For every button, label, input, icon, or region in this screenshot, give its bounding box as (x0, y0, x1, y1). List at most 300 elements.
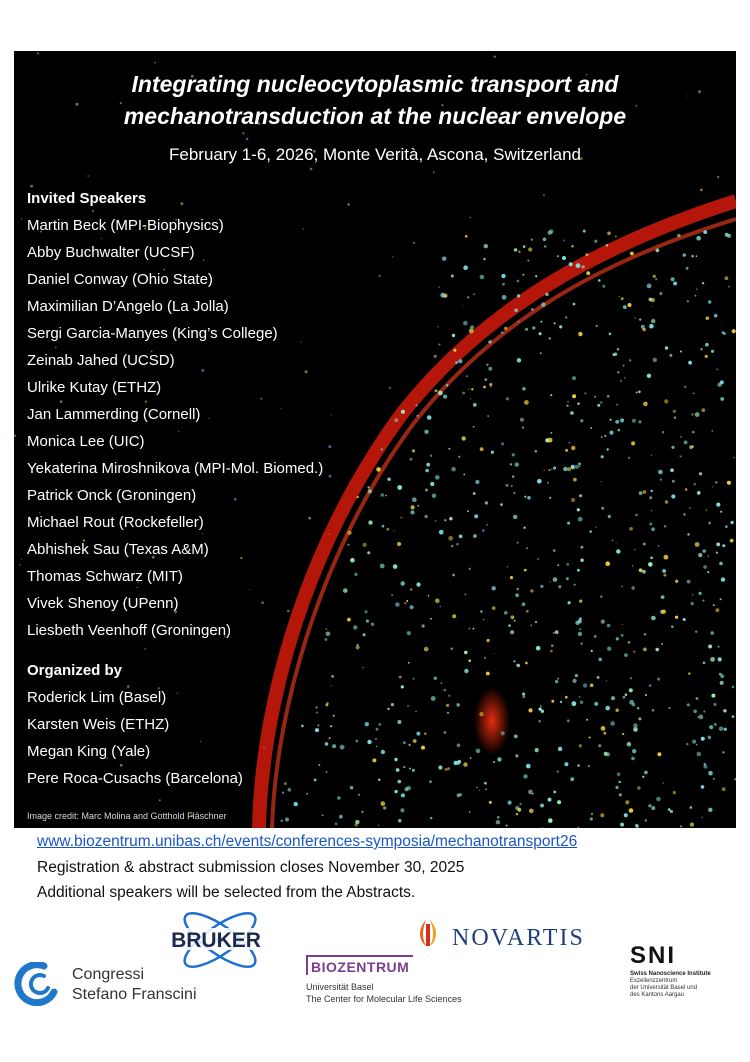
pore-dot (572, 376, 576, 380)
background-speck (470, 398, 471, 399)
pore-dot (512, 475, 515, 478)
pore-dot (355, 740, 358, 743)
pore-dot (485, 501, 488, 504)
pore-dot (529, 809, 534, 814)
pore-dot (553, 791, 556, 794)
pore-dot (578, 332, 582, 336)
invited-speakers (27, 185, 323, 644)
background-speck (468, 388, 469, 389)
pore-dot (616, 549, 620, 553)
pore-dot (610, 721, 615, 726)
pore-dot (365, 722, 369, 726)
pore-dot (528, 708, 532, 712)
background-speck (87, 175, 89, 177)
pore-dot (708, 736, 712, 740)
background-speck (443, 689, 446, 692)
pore-dot (628, 303, 632, 307)
background-speck (616, 404, 618, 406)
pore-dot (687, 703, 690, 706)
pore-dot (496, 820, 500, 824)
background-speck (21, 218, 22, 219)
pore-dot (713, 778, 715, 780)
background-speck (329, 475, 332, 478)
pore-dot (362, 667, 364, 669)
pore-dot (387, 477, 390, 480)
pore-dot (458, 359, 462, 363)
speaker-item: Ulrike Kutay (ETHZ) (27, 379, 162, 396)
background-speck (246, 138, 248, 140)
pore-dot (537, 558, 539, 560)
pore-dot (579, 494, 582, 497)
background-speck (522, 426, 524, 428)
pore-dot (615, 420, 619, 424)
pore-dot (288, 788, 292, 792)
pore-dot (649, 523, 652, 526)
pore-dot (484, 782, 487, 785)
pore-dot (649, 324, 654, 329)
pore-dot (367, 740, 371, 744)
pore-dot (513, 492, 515, 494)
pore-dot (515, 462, 519, 466)
pore-dot (719, 673, 722, 676)
pore-dot (486, 364, 488, 366)
pore-dot (489, 340, 492, 343)
pore-dot (467, 296, 469, 298)
background-speck (550, 650, 553, 653)
pore-dot (560, 701, 562, 703)
pore-dot (518, 251, 520, 253)
background-speck (517, 280, 520, 283)
background-speck (19, 564, 21, 566)
pore-dot (514, 248, 517, 251)
pore-dot (573, 303, 576, 306)
pore-dot (658, 470, 663, 475)
pore-dot (604, 752, 608, 756)
pore-dot (600, 596, 602, 598)
pore-dot (528, 247, 532, 251)
pore-dot (480, 275, 485, 280)
pore-dot (559, 325, 562, 328)
pore-dot (575, 621, 579, 625)
pore-dot (520, 418, 524, 422)
pore-dot (485, 788, 487, 790)
pore-dot (692, 740, 696, 744)
pore-dot (381, 750, 385, 754)
pore-dot (677, 234, 681, 238)
pore-dot (622, 733, 624, 735)
pore-dot (459, 535, 463, 539)
pore-dot (696, 255, 698, 257)
pore-dot (368, 489, 372, 493)
image-credit: Image credit: Marc Molina and Gotthold Fläschner (27, 811, 227, 821)
pore-dot (657, 678, 660, 681)
pore-dot (716, 608, 720, 612)
pore-dot (651, 806, 655, 810)
pore-dot (588, 765, 590, 767)
pore-dot (570, 411, 574, 415)
background-speck (544, 470, 545, 471)
pore-dot (438, 765, 442, 769)
pore-dot (699, 592, 702, 595)
background-speck (701, 817, 703, 819)
pore-dot (707, 571, 709, 573)
pore-dot (628, 457, 630, 459)
pore-dot (708, 300, 711, 303)
pore-dot (497, 816, 500, 819)
background-speck (700, 189, 703, 192)
pore-dot (727, 234, 731, 238)
pore-dot (464, 669, 468, 673)
background-speck (694, 483, 696, 485)
pore-dot (713, 658, 715, 660)
pore-dot (689, 507, 691, 509)
pore-dot (540, 705, 542, 707)
pore-dot (403, 741, 406, 744)
pore-dot (680, 351, 682, 353)
pore-dot (326, 771, 328, 773)
pore-dot (547, 482, 549, 484)
pore-dot (335, 822, 338, 825)
pore-dot (379, 723, 382, 726)
pore-dot (580, 559, 583, 562)
pore-dot (718, 646, 720, 648)
background-speck (557, 678, 559, 680)
pore-dot (611, 696, 615, 700)
pore-dot (651, 510, 653, 512)
pore-dot (314, 779, 317, 782)
pore-dot (671, 446, 674, 449)
background-speck (706, 509, 708, 511)
background-speck (548, 469, 550, 471)
background-speck (660, 478, 662, 480)
pore-dot (523, 527, 525, 529)
pore-dot (544, 245, 547, 248)
pore-dot (579, 600, 582, 603)
pore-dot (621, 634, 624, 637)
pore-dot (435, 475, 440, 480)
pore-dot (537, 479, 542, 484)
pore-dot (674, 416, 676, 418)
background-speck (633, 651, 635, 653)
pore-dot (451, 648, 453, 650)
background-speck (522, 695, 525, 698)
pore-dot (523, 774, 527, 778)
pore-dot (728, 286, 730, 288)
pore-dot (540, 321, 542, 323)
background-speck (389, 387, 391, 389)
pore-dot (282, 792, 284, 794)
pore-dot (401, 410, 405, 414)
pore-dot (631, 441, 635, 445)
pore-dot (554, 322, 556, 324)
event-url-link[interactable]: www.biozentrum.unibas.ch/events/conferences-symposia/mechanotransport26 (37, 833, 578, 850)
background-speck (734, 778, 736, 781)
pore-dot (686, 743, 688, 745)
background-speck (392, 256, 393, 257)
speaker-item: Martin Beck (MPI-Biophysics) (27, 217, 224, 234)
pore-dot (601, 455, 604, 458)
pore-dot (432, 494, 437, 499)
pore-dot (391, 594, 393, 596)
pore-dot (597, 676, 600, 679)
background-speck (649, 684, 652, 687)
pore-dot (718, 657, 722, 661)
pore-dot (564, 762, 568, 766)
pore-dot (557, 771, 559, 773)
red-blob (474, 687, 510, 755)
pore-dot (513, 660, 515, 662)
pore-dot (406, 600, 408, 602)
pore-dot (680, 436, 682, 438)
pore-dot (586, 271, 590, 275)
pore-dot (669, 354, 672, 357)
pore-dot (332, 744, 336, 748)
background-speck (440, 606, 442, 608)
pore-dot (644, 771, 648, 775)
pore-dot (579, 465, 581, 467)
pore-dot (464, 651, 468, 655)
pore-dot (617, 371, 619, 373)
pore-dot (456, 543, 458, 545)
pore-dot (617, 773, 620, 776)
pore-dot (396, 768, 400, 772)
background-speck (479, 790, 480, 791)
pore-dot (668, 808, 671, 811)
pore-dot (569, 442, 571, 444)
pore-dot (647, 284, 652, 289)
pore-dot (574, 584, 576, 586)
pore-dot (612, 540, 614, 542)
pore-dot (656, 797, 661, 802)
pore-dot (711, 350, 714, 353)
pore-dot (633, 727, 638, 732)
organizer-item: Karsten Weis (ETHZ) (27, 716, 170, 733)
pore-dot (724, 728, 727, 731)
pore-dot (524, 496, 526, 498)
pore-dot (684, 386, 686, 388)
pore-dot (695, 295, 697, 297)
pore-dot (421, 746, 425, 750)
pore-dot (480, 447, 484, 451)
pore-dot (469, 329, 474, 334)
pore-dot (714, 703, 717, 706)
pore-dot (695, 412, 700, 417)
pore-dot (394, 758, 397, 761)
pore-dot (545, 293, 548, 296)
pore-dot (708, 645, 712, 649)
background-speck (668, 707, 670, 709)
pore-dot (515, 806, 519, 810)
pore-dot (400, 808, 404, 812)
pore-dot (376, 728, 379, 731)
pore-dot (417, 415, 419, 417)
pore-dot (524, 569, 527, 572)
pore-dot (463, 265, 468, 270)
bruker-wordmark: BRUKER (171, 929, 261, 952)
pore-dot (730, 539, 734, 543)
pore-dot (522, 387, 526, 391)
pore-dot (722, 751, 724, 753)
pore-dot (602, 285, 605, 288)
pore-dot (466, 375, 468, 377)
congressi-name: Congressi Stefano Franscini (72, 966, 197, 1003)
background-speck (242, 132, 244, 134)
pore-dot (428, 595, 430, 597)
pore-dot (578, 827, 580, 828)
background-speck (712, 486, 713, 487)
pore-dot (642, 570, 646, 574)
pore-dot (326, 632, 331, 637)
pore-dot (665, 500, 669, 504)
pore-dot (347, 544, 349, 546)
pore-dot (410, 510, 414, 514)
pore-dot (639, 491, 643, 495)
pore-dot (703, 710, 705, 712)
pore-dot (725, 525, 728, 528)
pore-dot (680, 455, 682, 457)
pore-dot (431, 696, 436, 701)
pore-dot (653, 358, 657, 362)
pore-dot (655, 648, 659, 652)
pore-dot (579, 617, 582, 620)
pore-dot (638, 717, 641, 720)
pore-dot (687, 300, 689, 302)
pore-dot (567, 467, 571, 471)
pore-dot (394, 790, 397, 793)
pore-dot (452, 614, 456, 618)
pore-dot (615, 786, 618, 789)
pore-dot (511, 615, 515, 619)
pore-dot (512, 453, 515, 456)
pore-dot (473, 426, 475, 428)
pore-dot (648, 562, 653, 567)
pore-dot (696, 744, 698, 746)
pore-dot (516, 813, 518, 815)
pore-dot (525, 662, 528, 665)
pore-dot (632, 565, 634, 567)
pore-dot (484, 378, 487, 381)
pore-dot (535, 275, 537, 277)
pore-dot (651, 490, 653, 492)
pore-dot (502, 295, 507, 300)
pore-dot (523, 245, 526, 248)
pore-dot (629, 688, 633, 692)
background-speck (652, 306, 653, 307)
pore-dot (685, 488, 688, 491)
pore-dot (409, 605, 413, 609)
pore-dot (315, 706, 317, 708)
pore-dot (600, 401, 602, 403)
pore-dot (430, 618, 432, 620)
organizer-item: Megan King (Yale) (27, 743, 151, 760)
background-speck (516, 664, 518, 666)
pore-dot (670, 810, 673, 813)
pore-dot (442, 257, 446, 261)
pore-dot (566, 577, 569, 580)
pore-dot (548, 798, 552, 802)
background-speck (563, 240, 565, 242)
pore-dot (294, 802, 298, 806)
pore-dot (580, 419, 583, 422)
pore-dot (610, 419, 612, 421)
pore-dot (458, 456, 460, 458)
speaker-item: Liesbeth Veenhoff (Groningen) (27, 622, 232, 639)
pore-dot (718, 383, 722, 387)
pore-dot (413, 739, 417, 743)
organizers (27, 657, 243, 792)
pore-dot (643, 402, 648, 407)
pore-dot (704, 765, 708, 769)
pore-dot (441, 682, 443, 684)
pore-dot (430, 455, 432, 457)
pore-dot (535, 621, 537, 623)
background-speck (494, 653, 495, 654)
background-speck (615, 236, 617, 238)
pore-dot (416, 732, 420, 736)
pore-dot (474, 514, 478, 518)
pore-dot (451, 467, 456, 472)
pore-dot (652, 709, 655, 712)
pore-dot (463, 762, 467, 766)
pore-dot (493, 761, 495, 763)
pore-dot (515, 754, 518, 757)
pore-dot (489, 383, 492, 386)
pore-dot (555, 680, 558, 683)
pore-dot (673, 282, 677, 286)
pore-dot (711, 430, 713, 432)
pore-dot (471, 388, 473, 390)
pore-dot (651, 616, 656, 621)
pore-dot (530, 624, 532, 626)
pore-dot (399, 676, 402, 679)
pore-dot (343, 588, 348, 593)
pore-dot (425, 469, 428, 472)
pore-dot (492, 606, 496, 610)
pore-dot (395, 602, 400, 607)
pore-dot (591, 650, 593, 652)
pore-dot (317, 724, 319, 726)
background-speck (145, 648, 147, 650)
pore-dot (361, 811, 363, 813)
pore-dot (337, 796, 340, 799)
pore-dot (397, 720, 401, 724)
pore-dot (553, 577, 558, 582)
pore-dot (409, 768, 411, 770)
background-speck (567, 401, 569, 403)
pore-dot (562, 256, 566, 260)
pore-dot (577, 764, 580, 767)
pore-dot (642, 328, 646, 332)
pore-dot (637, 707, 639, 709)
pore-dot (636, 392, 638, 394)
pore-dot (425, 515, 428, 518)
pore-dot (642, 776, 644, 778)
pore-dot (571, 498, 575, 502)
background-speck (407, 705, 409, 707)
background-speck (691, 413, 693, 415)
pore-dot (575, 674, 578, 677)
pore-dot (629, 808, 634, 813)
pore-dot (376, 746, 378, 748)
pore-dot (643, 543, 646, 546)
pore-dot (625, 693, 628, 696)
pore-dot (607, 395, 610, 398)
pore-dot (690, 823, 694, 827)
pore-dot (540, 585, 543, 588)
pore-dot (603, 732, 606, 735)
pore-dot (447, 712, 449, 714)
pore-dot (502, 283, 505, 286)
